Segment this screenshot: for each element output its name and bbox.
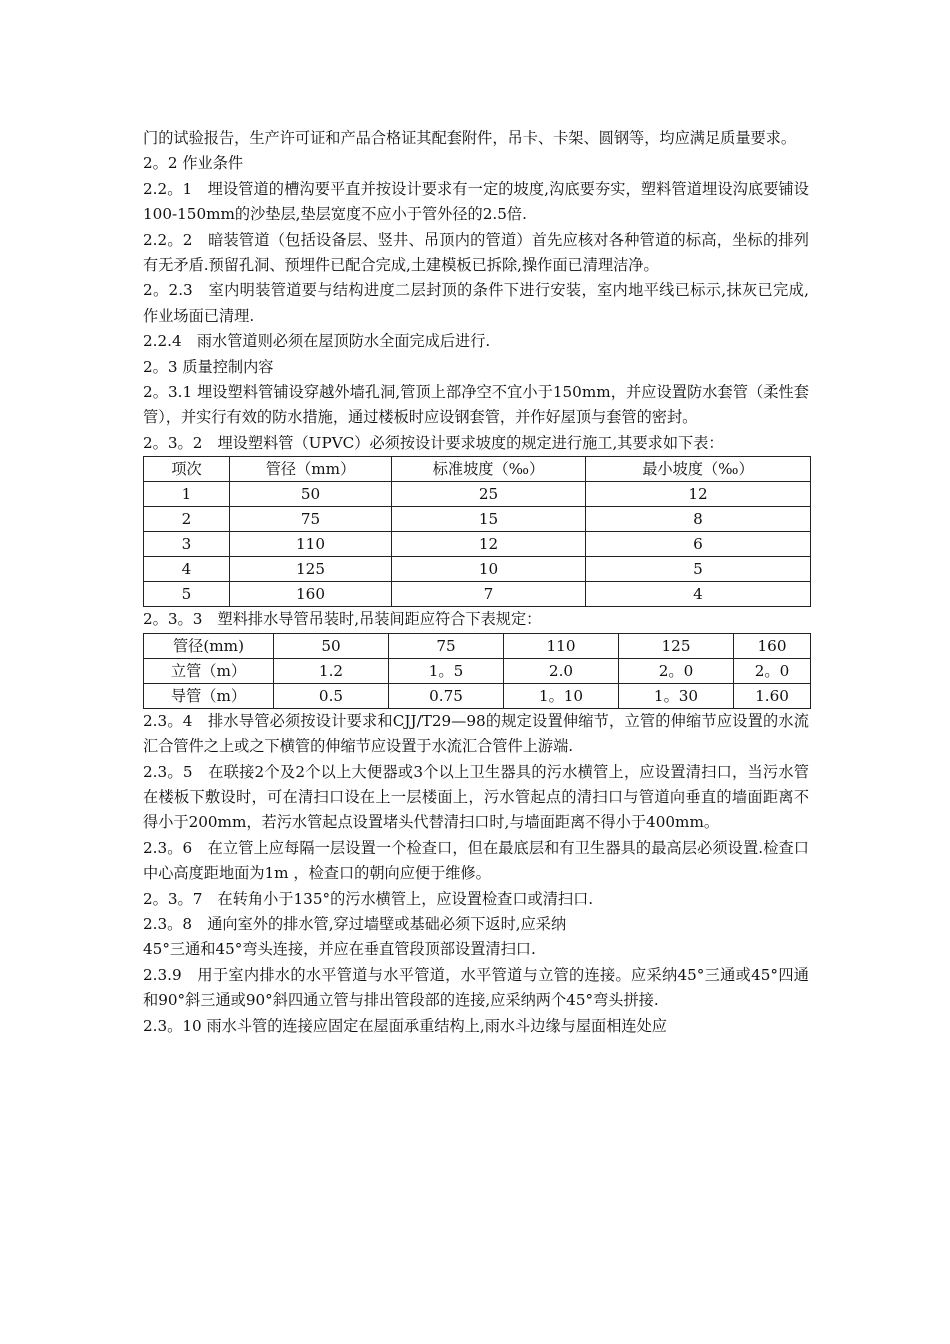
paragraph: 2.2。2 暗装管道（包括设备层、竖井、吊顶内的管道）首先应核对各种管道的标高，坐标的排列有无矛盾.预留孔洞、预埋件已配合完成,土建模板已拆除,操作面已清理洁净。 bbox=[143, 230, 809, 275]
paragraph: 2.3.9 用于室内排水的水平管道与水平管道，水平管道与立管的连接。应采纳45°三通或45°四通和90°斜三通或90°斜四通立管与排出管段部的连接,应采纳两个45°弯头拼接. bbox=[143, 965, 809, 1010]
table-cell: 8 bbox=[586, 507, 811, 532]
table-header-row bbox=[144, 457, 811, 482]
table-header-cell: 最小坡度（‰） bbox=[586, 457, 811, 482]
table-cell: 50 bbox=[274, 633, 389, 658]
paragraph: 2。3。7 在转角小于135°的污水横管上，应设置检查口或清扫口. bbox=[143, 889, 594, 908]
table-cell: 4 bbox=[144, 557, 230, 582]
table-cell: 110 bbox=[504, 633, 619, 658]
table-cell: 160 bbox=[734, 633, 811, 658]
table-cell: 75 bbox=[230, 507, 392, 532]
table-cell: 25 bbox=[392, 482, 586, 507]
table-cell: 立管（m） bbox=[144, 658, 274, 683]
table-cell: 导管（m） bbox=[144, 683, 274, 708]
table-row bbox=[144, 683, 811, 708]
table-cell: 1.60 bbox=[734, 683, 811, 708]
table-cell: 3 bbox=[144, 532, 230, 557]
table-row bbox=[144, 658, 811, 683]
section-heading: 2。3 质量控制内容 bbox=[143, 357, 274, 376]
paragraph: 门的试验报告，生产许可证和产品合格证其配套附件，吊卡、卡架、圆钢等，均应满足质量要求。 bbox=[143, 129, 797, 147]
table-cell: 2。0 bbox=[734, 658, 811, 683]
table-row bbox=[144, 582, 811, 607]
paragraph: 2.2。1 埋设管道的槽沟要平直并按设计要求有一定的坡度,沟底要夯实，塑料管道埋设沟底要铺设100-150mm的沙垫层,垫层宽度不应小于管外径的2.5倍. bbox=[143, 179, 809, 224]
table-header-cell: 管径（mm） bbox=[230, 457, 392, 482]
table-cell: 4 bbox=[586, 582, 811, 607]
paragraph: 2.3。4 排水导管必须按设计要求和CJJ/T29—98的规定设置伸缩节，立管的伸缩节应设置的水流汇合管件之上或之下横管的伸缩节应设置于水流汇合管件上游端. bbox=[143, 711, 809, 756]
table-header-cell: 项次 bbox=[144, 457, 230, 482]
table-cell: 15 bbox=[392, 507, 586, 532]
table-cell: 10 bbox=[392, 557, 586, 582]
table-row bbox=[144, 507, 811, 532]
table-cell: 1 bbox=[144, 482, 230, 507]
slope-table bbox=[143, 456, 811, 607]
hanging-spacing-table bbox=[143, 633, 811, 709]
paragraph: 2.3。6 在立管上应每隔一层设置一个检查口，但在最底层和有卫生器具的最高层必须设置.检查口中心高度距地面为1m ，检查口的朝向应便于维修。 bbox=[143, 838, 809, 883]
table-header-cell: 标准坡度（‰） bbox=[392, 457, 586, 482]
table-row bbox=[144, 633, 811, 658]
paragraph: 2。3.1 埋设塑料管铺设穿越外墙孔洞,管顶上部净空不宜小于150mm，并应设置防水套管（柔性套管），并实行有效的防水措施，通过楼板时应设钢套管，并作好屋顶与套管的密封。 bbox=[143, 383, 809, 427]
table-cell: 160 bbox=[230, 582, 392, 607]
table-cell: 1。30 bbox=[619, 683, 734, 708]
table-row bbox=[144, 482, 811, 507]
table-cell: 125 bbox=[619, 633, 734, 658]
paragraph: 45°三通和45°弯头连接，并应在垂直管段顶部设置清扫口. bbox=[143, 940, 536, 959]
table-cell: 110 bbox=[230, 532, 392, 557]
paragraph: 2.3。5 在联接2个及2个以上大便器或3个以上卫生器具的污水横管上，应设置清扫口，当污水管在楼板下敷设时，可在清扫口设在上一层楼面上，污水管起点的清扫口与管道向垂直的墙面距离不得小于200mm，若污水管起点设置堵头代替清扫口时,与墙面距离不得小于400mm。 bbox=[143, 762, 809, 832]
section-heading: 2。2 作业条件 bbox=[143, 154, 244, 173]
table-cell: 2 bbox=[144, 507, 230, 532]
table-cell: 7 bbox=[392, 582, 586, 607]
table-row bbox=[144, 532, 811, 557]
paragraph: 2。3。3 塑料排水导管吊装时,吊装间距应符合下表规定： bbox=[143, 610, 542, 629]
table-cell: 5 bbox=[586, 557, 811, 582]
document-page bbox=[143, 126, 809, 1039]
table-row bbox=[144, 557, 811, 582]
table-cell: 1.2 bbox=[274, 658, 389, 683]
table-cell: 75 bbox=[389, 633, 504, 658]
paragraph: 2.3。8 通向室外的排水管,穿过墙壁或基础必须下返时,应采纳 bbox=[143, 914, 567, 933]
table-cell: 0.5 bbox=[274, 683, 389, 708]
table-cell: 6 bbox=[586, 532, 811, 557]
table-cell: 管径(mm) bbox=[144, 633, 274, 658]
table-cell: 1。10 bbox=[504, 683, 619, 708]
paragraph: 2.2.4 雨水管道则必须在屋顶防水全面完成后进行. bbox=[143, 332, 491, 351]
table-cell: 12 bbox=[392, 532, 586, 557]
table-cell: 125 bbox=[230, 557, 392, 582]
table-cell: 2。0 bbox=[619, 658, 734, 683]
table-cell: 5 bbox=[144, 582, 230, 607]
table-cell: 1。5 bbox=[389, 658, 504, 683]
table-cell: 12 bbox=[586, 482, 811, 507]
table-cell: 0.75 bbox=[389, 683, 504, 708]
paragraph: 2。2.3 室内明装管道要与结构进度二层封顶的条件下进行安装，室内地平线已标示,抹灰已完成,作业场面已清理. bbox=[143, 281, 809, 325]
paragraph: 2.3。10 雨水斗管的连接应固定在屋面承重结构上,雨水斗边缘与屋面相连处应 bbox=[143, 1016, 667, 1035]
table-cell: 50 bbox=[230, 482, 392, 507]
table-cell: 2.0 bbox=[504, 658, 619, 683]
paragraph: 2。3。2 埋设塑料管（UPVC）必须按设计要求坡度的规定进行施工,其要求如下表： bbox=[143, 433, 724, 452]
